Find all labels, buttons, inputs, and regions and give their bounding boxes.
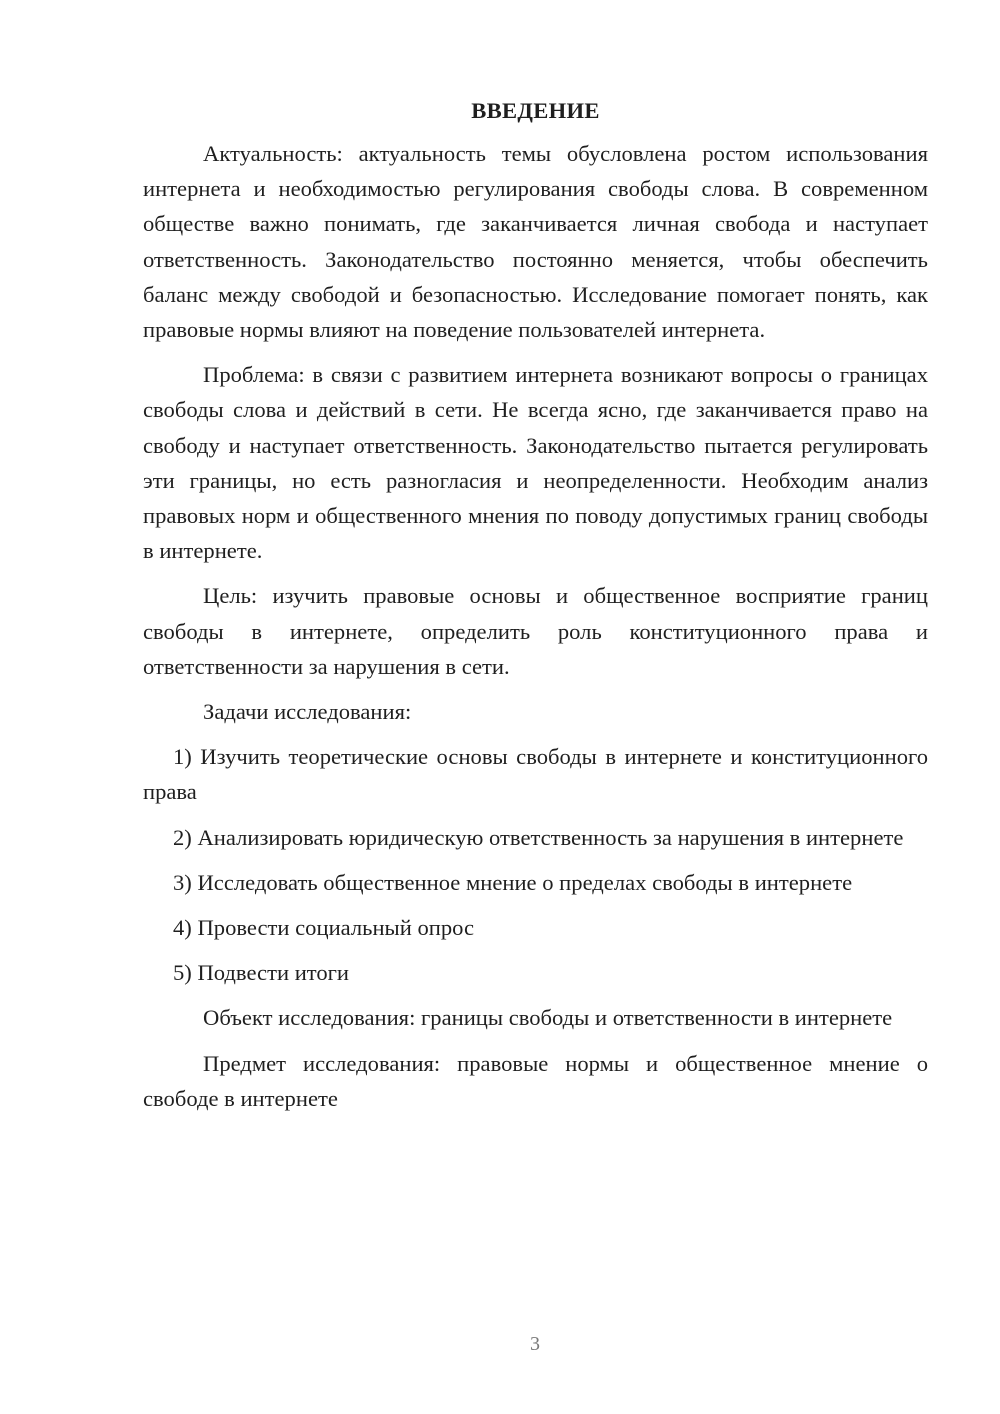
task-item-5: 5) Подвести итоги [173, 960, 350, 986]
problem-paragraph: Проблема: в связи с развитием интернета возникают вопросы о границах свободы слова и действий в сети. Не всегда ясно, где заканчивается право на свободу и наступает ответственность. Законодательство пытается регулировать эти границы, но есть разногласия и неопределенности. Необходим анализ правовых норм и общественного мнения по поводу допустимых границ свободы в интернете. [143, 362, 928, 564]
section-title: ВВЕДЕНИЕ [471, 98, 600, 123]
task-item-2: 2) Анализировать юридическую ответственность за нарушения в интернете [173, 824, 904, 850]
tasks-heading: Задачи исследования: [203, 699, 412, 725]
task-item-1: 1) Изучить теоретические основы свободы в интернете и конституционного права [143, 744, 928, 805]
goal-paragraph: Цель: изучить правовые основы и общественное восприятие границ свободы в интернете, определить роль конституционного права и ответственности за нарушения в сети. [143, 583, 928, 679]
page-content [143, 96, 928, 1126]
tasks-list [143, 739, 928, 990]
object-paragraph: Объект исследования: границы свободы и ответственности в интернете [203, 1005, 893, 1031]
subject-paragraph: Предмет исследования: правовые нормы и общественное мнение о свободе в интернете [143, 1050, 928, 1111]
relevance-paragraph: Актуальность: актуальность темы обусловлена ростом использования интернета и необходимостью регулирования свободы слова. В современном обществе важно понимать, где заканчивается личная свобода и наступает ответственность. Законодательство постоянно меняется, чтобы обеспечить баланс между свободой и безопасностью. Исследование помогает понять, как правовые нормы влияют на поведение пользователей интернета. [143, 141, 928, 343]
task-item-3: 3) Исследовать общественное мнение о пределах свободы в интернете [173, 869, 853, 895]
task-item-4: 4) Провести социальный опрос [173, 915, 475, 941]
page-number: 3 [530, 1333, 540, 1355]
